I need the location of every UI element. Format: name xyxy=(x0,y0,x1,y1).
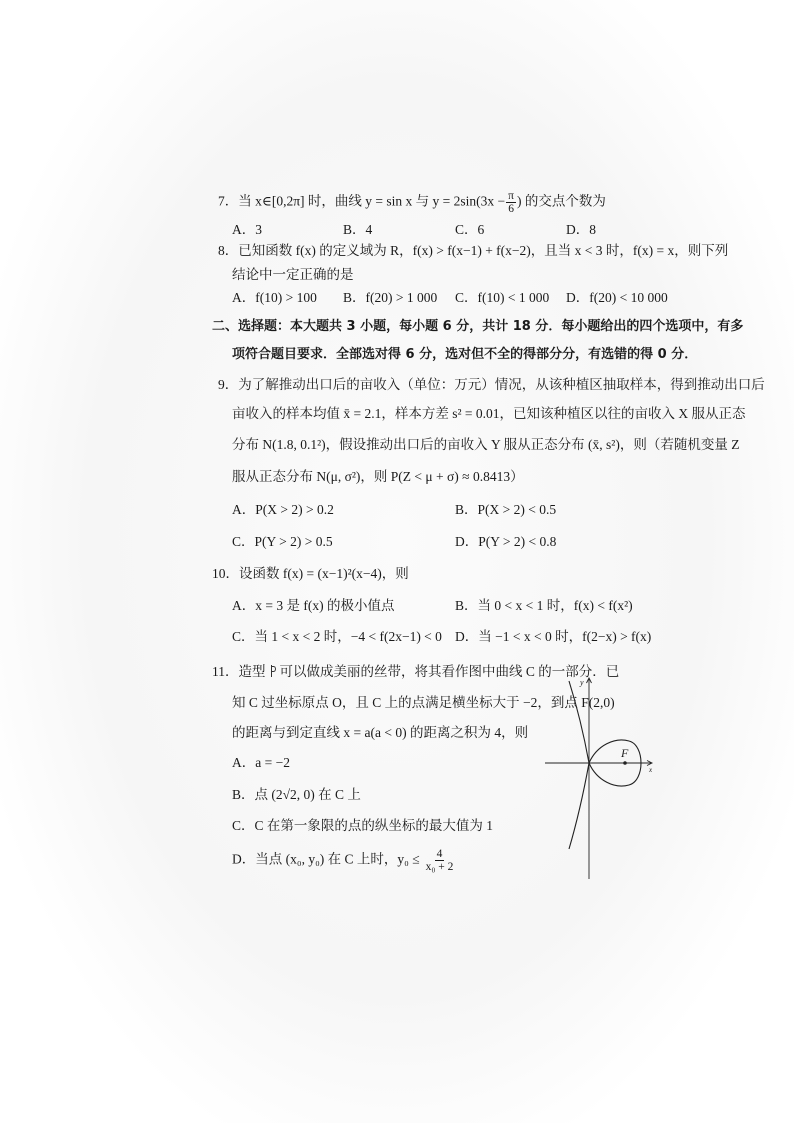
q8-number: 8． xyxy=(218,243,239,258)
focus-point xyxy=(623,761,627,765)
q8-option-c: C．f(10) < 1 000 xyxy=(455,290,550,305)
figure-x-label: x xyxy=(649,766,653,774)
q10-stem xyxy=(212,565,409,583)
q10-option-b: B．当 0 < x < 1 时，f(x) < f(x²) xyxy=(455,598,633,613)
q11-option-d-frac-num: 4 xyxy=(436,848,443,860)
q7-option-d: D．8 xyxy=(566,222,596,237)
q7-stem xyxy=(218,190,606,215)
q10-number: 10． xyxy=(212,566,239,581)
section-2-heading-line-1: 二、选择题：本大题共 3 小题，每小题 6 分，共计 18 分．每小题给出的四个选项中，有多 xyxy=(212,319,744,334)
q7-fraction xyxy=(506,190,516,215)
q11-option-d xyxy=(232,848,456,873)
q9-option-a: A．P(X > 2) > 0.2 xyxy=(232,502,334,517)
q11-number: 11． xyxy=(212,664,239,679)
q11-option-d-fraction xyxy=(424,848,456,873)
section-2-heading-line-2: 项符合题目要求．全部选对得 6 分，选对但不全的得部分分，有选错的得 0 分． xyxy=(232,347,698,362)
q7-stem-post: ) 的交点个数为 xyxy=(516,193,606,209)
q10-option-a: A．x = 3 是 f(x) 的极小值点 xyxy=(232,598,395,613)
q11-line-2: 知 C 过坐标原点 O，且 C 上的点满足横坐标大于 −2，到点 F(2,0) xyxy=(232,695,615,710)
q7-number: 7． xyxy=(218,193,239,209)
q9-line-1-text: 为了解推动出口后的亩收入（单位：万元）情况，从该种植区抽取样本，得到推动出口后 xyxy=(238,377,765,392)
q7-option-c: C．6 xyxy=(455,222,485,237)
q9-line-1 xyxy=(218,376,765,394)
q7-frac-num: π xyxy=(508,190,514,202)
q8-option-a: A．f(10) > 100 xyxy=(232,290,317,305)
q8-line-1 xyxy=(218,242,728,260)
q8-option-b: B．f(20) > 1 000 xyxy=(343,290,438,305)
q8-option-d: D．f(20) < 10 000 xyxy=(566,290,668,305)
curve-upper-branch xyxy=(569,681,589,763)
q9-number: 9． xyxy=(218,377,239,392)
q9-option-d: D．P(Y > 2) < 0.8 xyxy=(455,534,557,549)
ribbon-icon xyxy=(269,665,277,677)
q7-option-a: A．3 xyxy=(232,222,262,237)
q11-option-d-text: D．当点 (x₀, y₀) 在 C 上时，y₀ ≤ xyxy=(232,851,420,867)
q9-line-2: 亩收入的样本均值 x̄ = 2.1，样本方差 s² = 0.01，已知该种植区以往的亩收入 X 服从正态 xyxy=(232,406,746,421)
curve-lower-branch xyxy=(569,763,589,849)
figure-y-label: y xyxy=(580,678,584,687)
q7-stem-pre: 当 x∈[0,2π] 时，曲线 y = sin x 与 y = 2sin(3x − xyxy=(238,193,506,209)
q7-option-b: B．4 xyxy=(343,222,373,237)
q11-line-1-post: 可以做成美丽的丝带，将其看作图中曲线 C 的一部分．已 xyxy=(279,664,620,679)
q10-option-d: D．当 −1 < x < 0 时，f(2−x) > f(x) xyxy=(455,629,652,644)
q9-line-3: 分布 N(1.8, 0.1²)，假设推动出口后的亩收入 Y 服从正态分布 (x̄, s²)，则（若随机变量 Z xyxy=(232,437,740,452)
q7-frac-den: 6 xyxy=(508,203,514,215)
q11-line-1-pre: 造型 xyxy=(238,664,266,679)
q11-line-3: 的距离与到定直线 x = a(a < 0) 的距离之积为 4，则 xyxy=(232,725,529,740)
q8-line-1-text: 已知函数 f(x) 的定义域为 R，f(x) > f(x−1) + f(x−2)，且当 x < 3 时，f(x) = x，则下列 xyxy=(238,243,729,258)
figure-f-label: F xyxy=(621,746,629,760)
q10-stem-text: 设函数 f(x) = (x−1)²(x−4)，则 xyxy=(239,566,409,581)
q11-option-d-frac-den: x₀ + 2 xyxy=(425,861,454,873)
q11-option-b: B．点 (2√2, 0) 在 C 上 xyxy=(232,787,361,802)
q9-line-4: 服从正态分布 N(μ, σ²)，则 P(Z < μ + σ) ≈ 0.8413） xyxy=(232,469,524,484)
q10-option-c: C．当 1 < x < 2 时，−4 < f(2x−1) < 0 xyxy=(232,629,442,644)
q11-option-c: C．C 在第一象限的点的纵坐标的最大值为 1 xyxy=(232,818,494,833)
q11-curve-figure xyxy=(543,673,663,883)
q9-option-c: C．P(Y > 2) > 0.5 xyxy=(232,534,333,549)
q11-option-a: A．a = −2 xyxy=(232,755,290,770)
q8-line-2: 结论中一定正确的是 xyxy=(232,267,354,282)
q9-option-b: B．P(X > 2) < 0.5 xyxy=(455,502,557,517)
